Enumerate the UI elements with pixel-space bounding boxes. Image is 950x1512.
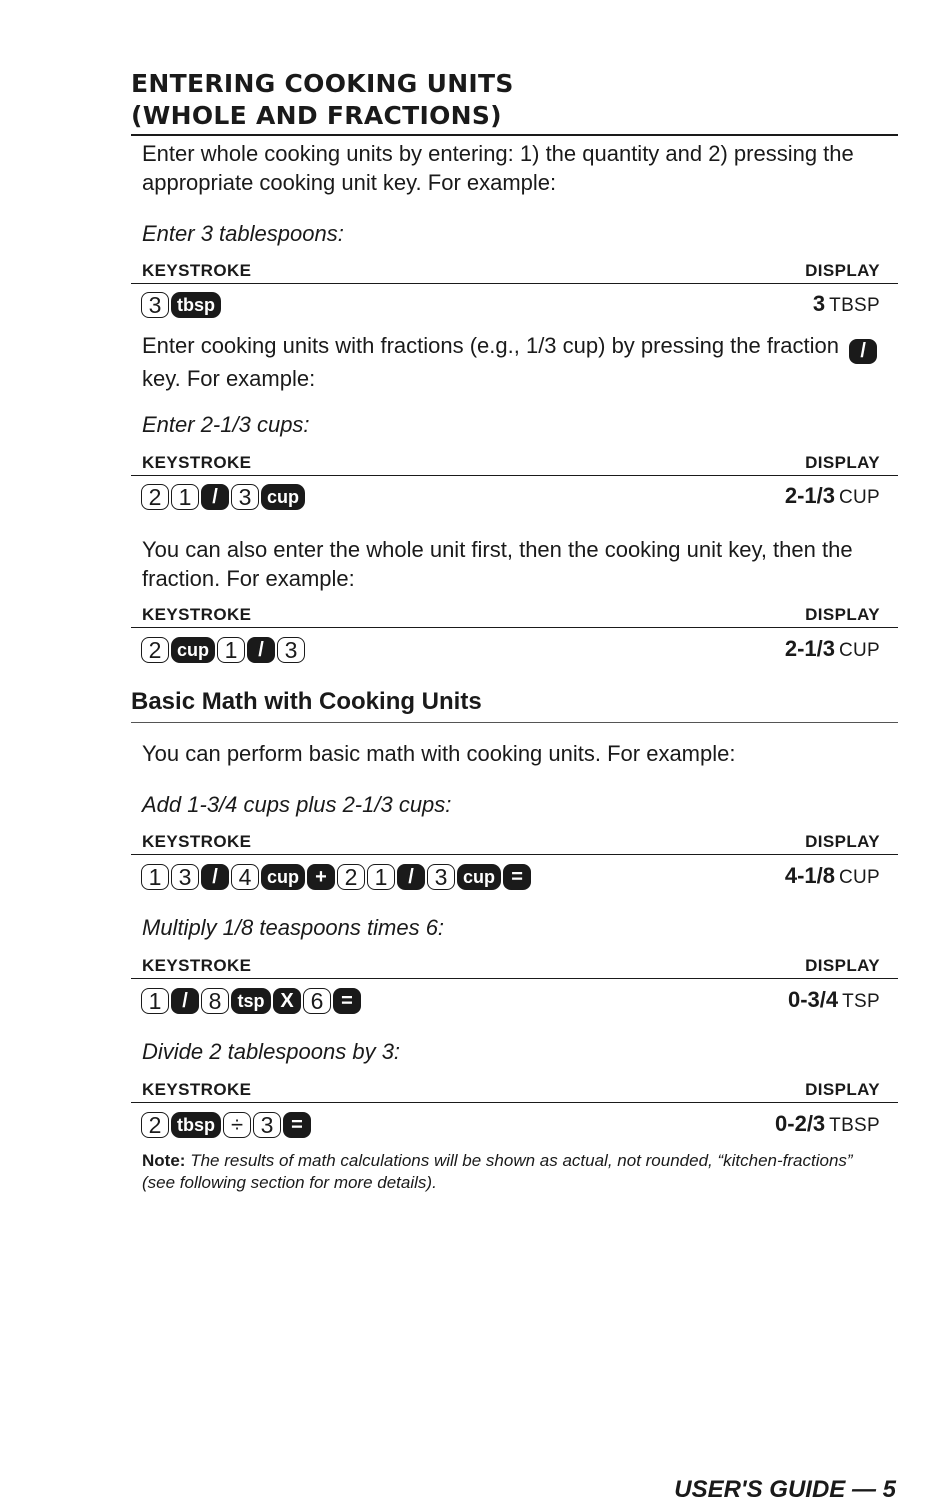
equals-key: = <box>283 1112 311 1138</box>
display-readout <box>813 291 880 317</box>
tbsp-key: tbsp <box>171 1112 221 1138</box>
display-unit: TBSP <box>829 1115 880 1136</box>
display-unit: CUP <box>838 487 880 508</box>
keystroke-sequence <box>141 635 307 665</box>
multiply-key: X <box>273 988 301 1014</box>
example-2-row <box>131 482 898 516</box>
digit-key-1: 1 <box>171 484 199 510</box>
example-2-label: Enter 2-1/3 cups: <box>142 412 310 437</box>
display-readout <box>775 1111 880 1137</box>
digit-key-3: 3 <box>253 1112 281 1138</box>
display-unit: CUP <box>838 867 880 888</box>
display-value: 0-2/3 <box>775 1111 826 1136</box>
example-4-label: Add 1-3/4 cups plus 2-1/3 cups: <box>142 792 452 817</box>
example-5-row <box>131 986 898 1020</box>
display-unit: TSP <box>842 991 880 1012</box>
display-value: 4-1/8 <box>784 863 835 888</box>
page-footer: USER'S GUIDE — 5 <box>674 1476 896 1503</box>
digit-key-1: 1 <box>141 988 169 1014</box>
keystroke-column-label: KEYSTROKE <box>142 261 252 280</box>
keystroke-sequence <box>141 290 223 320</box>
page-heading <box>131 68 898 136</box>
display-column-label: DISPLAY <box>805 261 880 280</box>
keystroke-column-label: KEYSTROKE <box>142 956 252 975</box>
note-label: Note: <box>142 1151 186 1170</box>
display-column-label: DISPLAY <box>805 832 880 851</box>
cup-key: cup <box>171 637 215 663</box>
equals-key: = <box>503 864 531 890</box>
digit-key-2: 2 <box>141 637 169 663</box>
display-value: 2-1/3 <box>784 483 835 508</box>
display-column-label: DISPLAY <box>805 453 880 472</box>
cup-key: cup <box>261 484 305 510</box>
section-heading: Basic Math with Cooking Units <box>131 688 898 723</box>
display-readout <box>785 636 880 662</box>
display-column-label: DISPLAY <box>805 605 880 624</box>
digit-key-1: 1 <box>217 637 245 663</box>
example-2-header <box>131 451 898 476</box>
heading-line-2: (WHOLE AND FRACTIONS) <box>131 101 502 130</box>
tsp-key: tsp <box>231 988 271 1014</box>
display-value: 3 <box>812 291 826 316</box>
fraction-key: / <box>201 484 229 510</box>
note-paragraph <box>142 1150 862 1194</box>
equals-key: = <box>333 988 361 1014</box>
digit-key-3: 3 <box>141 292 169 318</box>
keystroke-sequence <box>141 862 533 892</box>
display-readout <box>788 987 880 1013</box>
digit-key-8: 8 <box>201 988 229 1014</box>
digit-key-3: 3 <box>231 484 259 510</box>
example-6-row <box>131 1110 898 1144</box>
example-4-header <box>131 830 898 855</box>
tbsp-key: tbsp <box>171 292 221 318</box>
display-unit: TBSP <box>829 295 880 316</box>
keystroke-column-label: KEYSTROKE <box>142 1080 252 1099</box>
section-intro: You can perform basic math with cooking units. For example: <box>142 741 736 766</box>
keystroke-column-label: KEYSTROKE <box>142 605 252 624</box>
keystroke-sequence <box>141 482 307 512</box>
digit-key-4: 4 <box>231 864 259 890</box>
example-1-label: Enter 3 tablespoons: <box>142 221 344 246</box>
fraction-key: / <box>171 988 199 1014</box>
example-5-header <box>131 954 898 979</box>
display-unit: CUP <box>838 640 880 661</box>
cup-key: cup <box>261 864 305 890</box>
digit-key-2: 2 <box>337 864 365 890</box>
fraction-key: / <box>397 864 425 890</box>
digit-key-1: 1 <box>141 864 169 890</box>
example-3-header <box>131 603 898 628</box>
digit-key-2: 2 <box>141 1112 169 1138</box>
keystroke-sequence <box>141 986 363 1016</box>
alt-paragraph: You can also enter the whole unit first, then the cooking unit key, then the fraction. For example: <box>142 537 853 591</box>
fraction-key: / <box>201 864 229 890</box>
display-readout <box>785 863 880 889</box>
note-text: The results of math calculations will be shown as actual, not rounded, “kitchen-fractions” (see following section for more details). <box>142 1151 853 1192</box>
fraction-text-after: key. For example: <box>142 366 316 391</box>
divide-key: ÷ <box>223 1112 251 1138</box>
fraction-key: / <box>247 637 275 663</box>
display-value: 0-3/4 <box>787 987 839 1012</box>
keystroke-column-label: KEYSTROKE <box>142 832 252 851</box>
fraction-text-before: Enter cooking units with fractions (e.g., 1/3 cup) by pressing the fraction <box>142 333 840 358</box>
digit-key-3: 3 <box>171 864 199 890</box>
example-4-row <box>131 862 898 896</box>
intro-paragraph: Enter whole cooking units by entering: 1) the quantity and 2) pressing the appropriate cooking unit key. For example: <box>142 141 854 195</box>
display-column-label: DISPLAY <box>805 1080 880 1099</box>
keystroke-sequence <box>141 1110 313 1140</box>
digit-key-3: 3 <box>277 637 305 663</box>
example-3-row <box>131 635 898 669</box>
cup-key: cup <box>457 864 501 890</box>
digit-key-1: 1 <box>367 864 395 890</box>
display-column-label: DISPLAY <box>805 956 880 975</box>
example-5-label: Multiply 1/8 teaspoons times 6: <box>142 915 445 940</box>
example-1-header <box>131 259 898 284</box>
display-readout <box>785 483 880 509</box>
fraction-key-icon: / <box>849 339 877 364</box>
fraction-paragraph <box>142 331 892 393</box>
plus-key: + <box>307 864 335 890</box>
digit-key-6: 6 <box>303 988 331 1014</box>
heading-line-1: ENTERING COOKING UNITS <box>131 69 514 98</box>
digit-key-2: 2 <box>141 484 169 510</box>
digit-key-3: 3 <box>427 864 455 890</box>
example-6-label: Divide 2 tablespoons by 3: <box>142 1039 401 1064</box>
example-1-row <box>131 290 898 324</box>
display-value: 2-1/3 <box>784 636 835 661</box>
keystroke-column-label: KEYSTROKE <box>142 453 252 472</box>
example-6-header <box>131 1078 898 1103</box>
